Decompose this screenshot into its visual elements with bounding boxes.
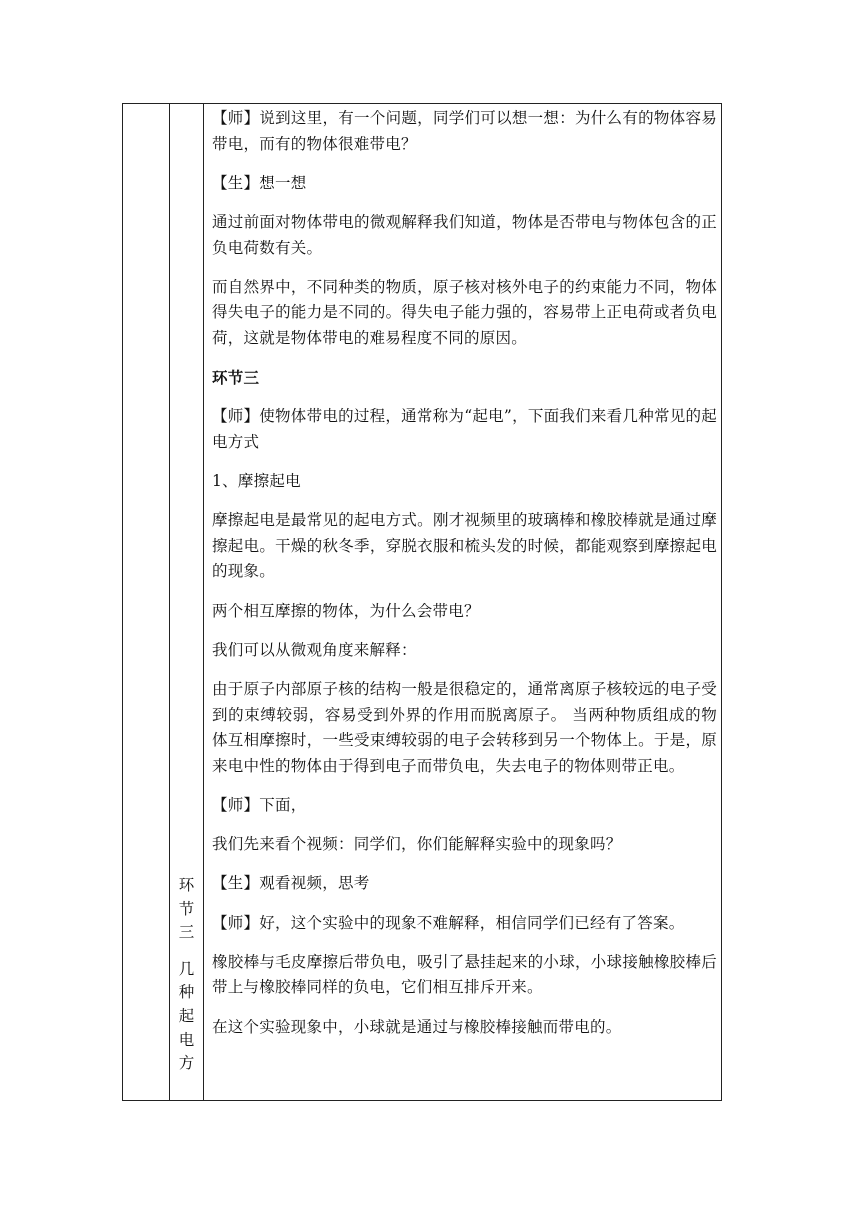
paragraph: 【生】观看视频，思考 xyxy=(212,874,370,893)
section-label-char: 电 xyxy=(178,1030,195,1049)
paragraph: 【师】好，这个实验中的现象不难解释，相信同学们已经有了答案。 xyxy=(212,913,685,932)
paragraph: 我们可以从微观角度来解释： xyxy=(212,640,417,659)
section-label-gap xyxy=(170,945,203,958)
section-label-char: 环 xyxy=(178,876,195,894)
lesson-content-cell xyxy=(212,106,717,1054)
section-label-cell xyxy=(170,874,203,1076)
column-divider xyxy=(203,104,204,1100)
paragraph: 两个相互摩擦的物体，为什么会带电？ xyxy=(212,601,480,620)
paragraph: 我们先来看个视频：同学们，你们能解释实验中的现象吗？ xyxy=(212,835,622,854)
paragraph: 【生】想一想 xyxy=(212,173,307,192)
section-label-char: 起 xyxy=(178,1006,195,1025)
paragraph: 1、摩擦起电 xyxy=(212,472,301,491)
paragraph: 摩擦起电是最常见的起电方式。刚才视频里的玻璃棒和橡胶棒就是通过摩擦起电。干燥的秋冬季，穿脱衣服和梳头发的时候，都能观察到摩擦起电的现象。 xyxy=(212,511,717,581)
section-heading: 环节三 xyxy=(212,368,260,388)
paragraph: 【师】使物体带电的过程，通常称为“起电”，下面我们来看几种常见的起电方式 xyxy=(212,407,717,451)
paragraph: 橡胶棒与毛皮摩擦后带负电，吸引了悬挂起来的小球，小球接触橡胶棒后带上与橡胶棒同样的负电，它们相互排斥开来。 xyxy=(212,952,717,997)
paragraph: 【师】说到这里，有一个问题，同学们可以想一想：为什么有的物体容易带电，而有的物体很难带电？ xyxy=(212,109,717,153)
paragraph: 由于原子内部原子核的结构一般是很稳定的，通常离原子核较远的电子受到的束缚较弱，容易受到外界的作用而脱离原子。 当两种物质组成的物体互相摩擦时，一些受束缚较弱的电子会转移到另一个物体上。于是，原来电中性的物体由于得到电子而带负电，失去电子的物体则带正电。 xyxy=(212,680,717,775)
section-label-char: 三 xyxy=(178,923,195,942)
paragraph: 通过前面对物体带电的微观解释我们知道，物体是否带电与物体包含的正负电荷数有关。 xyxy=(212,212,717,257)
section-label-char: 节 xyxy=(178,899,195,918)
paragraph: 而自然界中，不同种类的物质，原子核对核外电子的约束能力不同，物体得失电子的能力是不同的。得失电子能力强的，容易带上正电荷或者负电荷，这就是物体带电的难易程度不同的原因。 xyxy=(212,277,717,347)
paragraph: 【师】下面， xyxy=(212,796,307,814)
paragraph: 在这个实验现象中，小球就是通过与橡胶棒接触而带电的。 xyxy=(212,1017,622,1036)
section-label-char: 方 xyxy=(178,1054,195,1073)
section-label-char: 几 xyxy=(178,959,195,978)
section-label-char: 种 xyxy=(178,983,195,1002)
